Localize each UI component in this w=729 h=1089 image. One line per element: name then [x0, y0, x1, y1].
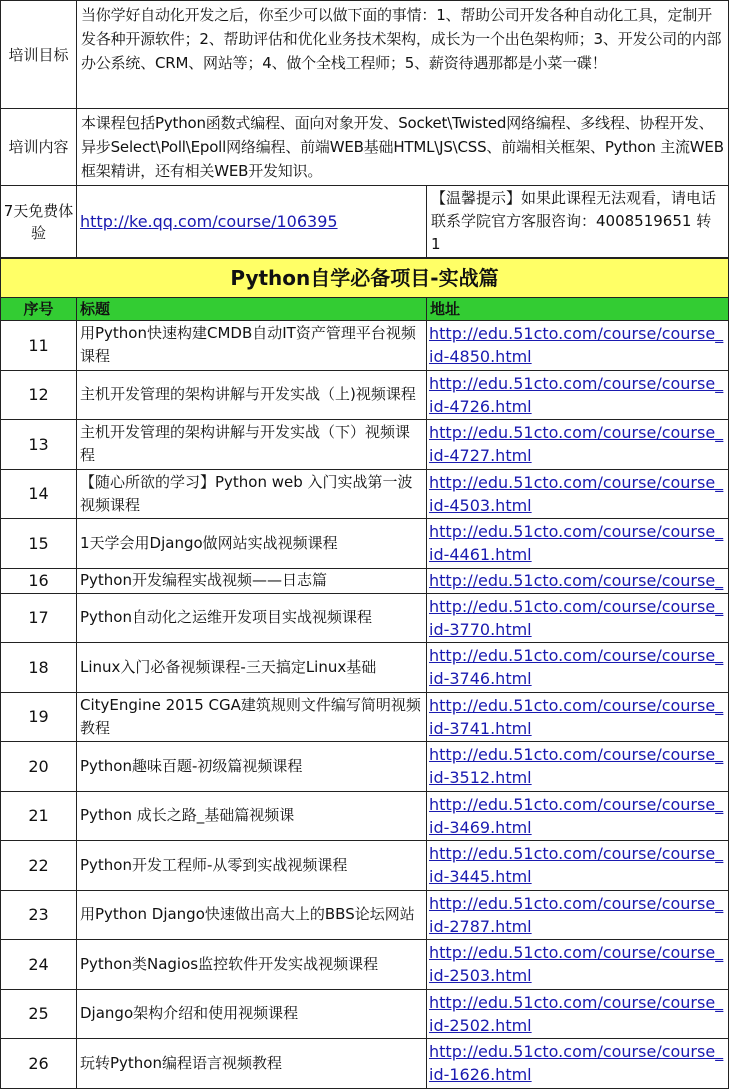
row-title: Python自动化之运维开发项目实战视频课程 [77, 593, 427, 643]
table-row [1, 791, 729, 841]
row-number: 13 [1, 420, 77, 470]
content-row [1, 109, 729, 186]
table-row [1, 940, 729, 990]
row-url-cell [427, 940, 729, 990]
goal-row [1, 1, 729, 109]
course-link[interactable]: http://edu.51cto.com/course/course_id-2787.html [429, 893, 724, 936]
row-number: 18 [1, 643, 77, 693]
table-row [1, 890, 729, 940]
row-url-cell [427, 420, 729, 470]
row-title: 主机开发管理的架构讲解与开发实战（下）视频课程 [77, 420, 427, 470]
row-number: 21 [1, 791, 77, 841]
row-title: 玩转Python编程语言视频教程 [77, 1039, 427, 1089]
goal-label: 培训目标 [1, 1, 77, 109]
row-number: 26 [1, 1039, 77, 1089]
row-number: 12 [1, 370, 77, 420]
table-row [1, 370, 729, 420]
course-link[interactable]: http://edu.51cto.com/course/course_id-2502.html [429, 992, 724, 1035]
table-row [1, 643, 729, 693]
row-number: 25 [1, 989, 77, 1039]
row-title: 1天学会用Django做网站实战视频课程 [77, 519, 427, 569]
trial-url-cell [77, 186, 427, 258]
row-title: Python 成长之路_基础篇视频课 [77, 791, 427, 841]
course-link[interactable]: http://edu.51cto.com/course/course_id-3746.html [429, 646, 724, 689]
intro-table [0, 0, 729, 258]
row-title: Python开发编程实战视频——日志篇 [77, 568, 427, 593]
table-row [1, 321, 729, 371]
row-url-cell [427, 1039, 729, 1089]
row-url-cell [427, 469, 729, 519]
row-url-cell [427, 989, 729, 1039]
row-number: 16 [1, 568, 77, 593]
row-title: 用Python Django快速做出高大上的BBS论坛网站 [77, 890, 427, 940]
course-link[interactable]: http://edu.51cto.com/course/course_id-1626.html [429, 1042, 724, 1085]
course-link[interactable]: http://edu.51cto.com/course/course_id-4850.html [429, 324, 724, 367]
course-link[interactable]: http://edu.51cto.com/course/course_id-4503.html [429, 472, 724, 515]
row-url-cell [427, 568, 729, 593]
course-link[interactable]: http://edu.51cto.com/course/course_ [429, 571, 724, 590]
row-number: 14 [1, 469, 77, 519]
section-row [1, 259, 729, 298]
course-link[interactable]: http://edu.51cto.com/course/course_id-2503.html [429, 943, 724, 986]
row-title: Python类Nagios监控软件开发实战视频课程 [77, 940, 427, 990]
row-title: CityEngine 2015 CGA建筑规则文件编写简明视频教程 [77, 692, 427, 742]
header-row [1, 298, 729, 321]
table-row [1, 593, 729, 643]
table-row [1, 1039, 729, 1089]
row-number: 20 [1, 742, 77, 792]
content-text: 本课程包括Python函数式编程、面向对象开发、Socket\Twisted网络编程、多线程、协程开发、异步Select\Poll\Epoll网络编程、前端WEB基础HTML\JS\CSS、前端相关框架、Python 主流WEB框架精讲，还有相关WEB开发知识。 [77, 109, 729, 186]
row-url-cell [427, 321, 729, 371]
table-row [1, 989, 729, 1039]
table-row [1, 420, 729, 470]
course-table [0, 258, 729, 1089]
row-title: 用Python快速构建CMDB自动IT资产管理平台视频课程 [77, 321, 427, 371]
trial-link[interactable]: http://ke.qq.com/course/106395 [80, 211, 338, 231]
trial-label: 7天免费体验 [1, 186, 77, 258]
row-title: Python趣味百题-初级篇视频课程 [77, 742, 427, 792]
row-url-cell [427, 742, 729, 792]
table-row [1, 841, 729, 891]
row-url-cell [427, 370, 729, 420]
row-title: Linux入门必备视频课程-三天搞定Linux基础 [77, 643, 427, 693]
course-link[interactable]: http://edu.51cto.com/course/course_id-4727.html [429, 423, 724, 466]
row-number: 23 [1, 890, 77, 940]
row-number: 22 [1, 841, 77, 891]
row-title: Python开发工程师-从零到实战视频课程 [77, 841, 427, 891]
course-link[interactable]: http://edu.51cto.com/course/course_id-3741.html [429, 695, 724, 738]
row-url-cell [427, 841, 729, 891]
col-header-url: 地址 [427, 298, 729, 321]
course-link[interactable]: http://edu.51cto.com/course/course_id-3445.html [429, 844, 724, 887]
course-link[interactable]: http://edu.51cto.com/course/course_id-3770.html [429, 596, 724, 639]
course-link[interactable]: http://edu.51cto.com/course/course_id-3469.html [429, 794, 724, 837]
section-title: Python自学必备项目-实战篇 [1, 259, 729, 298]
course-link[interactable]: http://edu.51cto.com/course/course_id-4726.html [429, 373, 724, 416]
row-number: 19 [1, 692, 77, 742]
goal-text: 当你学好自动化开发之后，你至少可以做下面的事情：1、帮助公司开发各种自动化工具，定制开发各种开源软件；2、帮助评估和优化业务技术架构，成长为一个出色架构师；3、开发公司的内部办公系统、CRM、网站等；4、做个全栈工程师；5、薪资待遇那都是小菜一碟！ [77, 1, 729, 109]
col-header-title: 标题 [77, 298, 427, 321]
table-row [1, 568, 729, 593]
row-url-cell [427, 890, 729, 940]
row-number: 24 [1, 940, 77, 990]
row-url-cell [427, 643, 729, 693]
table-row [1, 742, 729, 792]
row-title: 【随心所欲的学习】Python web 入门实战第一波视频课程 [77, 469, 427, 519]
row-url-cell [427, 593, 729, 643]
trial-row [1, 186, 729, 258]
tip-text: 【温馨提示】如果此课程无法观看，请电话联系学院官方客服咨询：4008519651 转 1 [427, 186, 729, 258]
content-label: 培训内容 [1, 109, 77, 186]
course-link[interactable]: http://edu.51cto.com/course/course_id-4461.html [429, 522, 724, 565]
course-rows [1, 321, 729, 1089]
row-url-cell [427, 692, 729, 742]
table-row [1, 692, 729, 742]
row-number: 15 [1, 519, 77, 569]
row-url-cell [427, 519, 729, 569]
row-title: 主机开发管理的架构讲解与开发实战（上)视频课程 [77, 370, 427, 420]
table-row [1, 469, 729, 519]
row-number: 17 [1, 593, 77, 643]
col-header-num: 序号 [1, 298, 77, 321]
table-row [1, 519, 729, 569]
row-title: Django架构介绍和使用视频课程 [77, 989, 427, 1039]
course-link[interactable]: http://edu.51cto.com/course/course_id-3512.html [429, 745, 724, 788]
row-url-cell [427, 791, 729, 841]
row-number: 11 [1, 321, 77, 371]
